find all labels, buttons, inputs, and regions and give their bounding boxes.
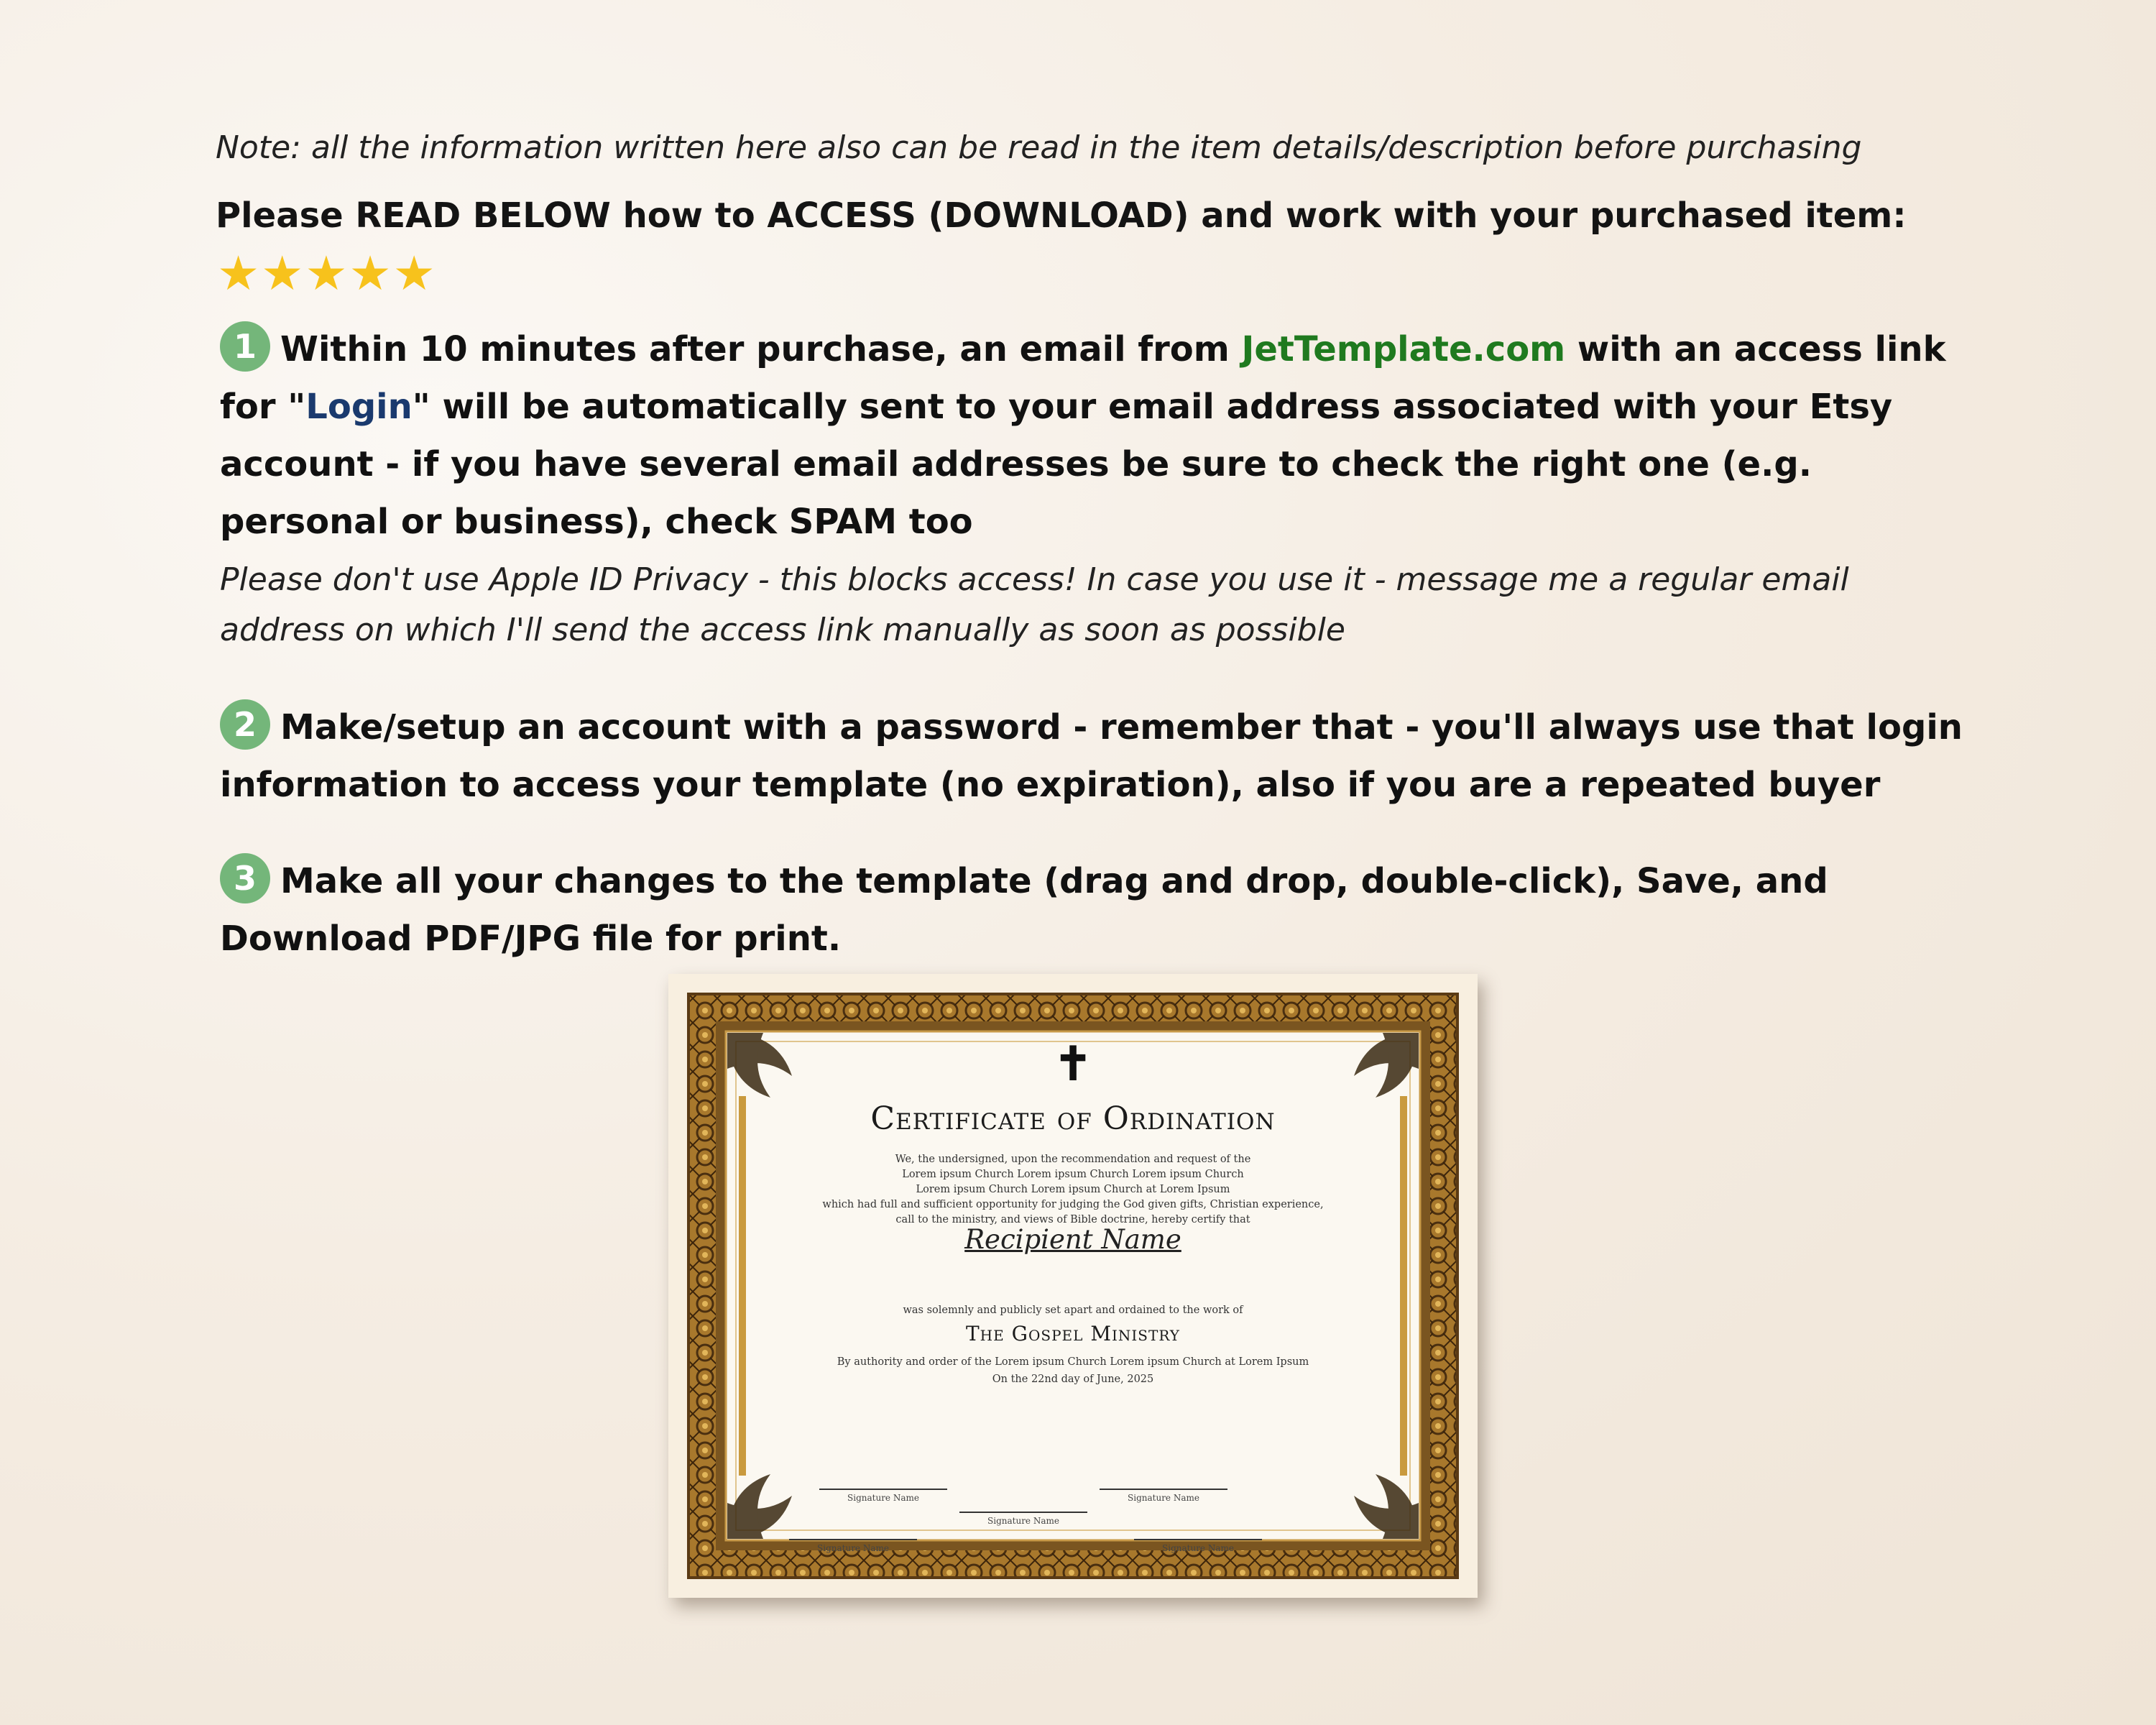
certificate-body [740, 1152, 1406, 1228]
apple-privacy-note: Please don't use Apple ID Privacy - this blocks access! In case you use it - message me a regular email address on which I'll send the access link manually as soon as possible [220, 561, 1849, 648]
step-2-text: Make/setup an account with a password - remember that - you'll always use that login information to access your template (no expiration), also if you are a repeated buyer [220, 707, 1963, 805]
cross-icon: ✝ [1054, 1037, 1092, 1091]
certificate-content [740, 1037, 1406, 1553]
certificate-body-line: We, the undersigned, upon the recommendation and request of the [895, 1154, 1251, 1165]
rating-stars: ★★★★★ [217, 246, 437, 301]
signature-label: Signature Name [1162, 1543, 1234, 1553]
signature-label: Signature Name [847, 1493, 919, 1503]
step-number-badge: 3 [220, 853, 270, 903]
authority-block [740, 1353, 1406, 1388]
signature-block [789, 1539, 917, 1553]
certificate-body-line: call to the ministry, and views of Bible doctrine, hereby certify that [895, 1214, 1250, 1225]
certificate-body-line: Lorem ipsum Church Lorem ipsum Church Lorem ipsum Church [902, 1169, 1244, 1180]
step-1-text-c: " will be automatically sent to your email address associated with your Etsy account - if you have several email addresses be sure to check the right one (e.g. personal or business), check SPAM too [220, 387, 1893, 542]
step-2 [220, 699, 1973, 814]
authority-line: By authority and order of the Lorem ipsum Church Lorem ipsum Church at Lorem Ipsum [837, 1356, 1309, 1368]
recipient-name: Recipient Name [964, 1224, 1181, 1255]
signature-block [819, 1489, 947, 1503]
certificate-preview [668, 974, 1478, 1598]
signature-block [959, 1512, 1087, 1526]
jettemplate-link[interactable]: JetTemplate.com [1241, 329, 1566, 369]
certificate-body-line: Lorem ipsum Church Lorem ipsum Church at Lorem Ipsum [916, 1184, 1230, 1195]
step-3-text: Make all your changes to the template (drag and drop, double-click), Save, and Download PDF/JPG file for print. [220, 861, 1828, 959]
step-number-badge: 1 [220, 321, 270, 372]
signature-label: Signature Name [1128, 1493, 1199, 1503]
certificate-title: Certificate of Ordination [870, 1100, 1276, 1137]
signature-block [1100, 1489, 1227, 1503]
headline: Please READ BELOW how to ACCESS (DOWNLOAD) and work with your purchased item: [216, 196, 1907, 236]
signature-label: Signature Name [987, 1516, 1059, 1526]
ministry-title: The Gospel Ministry [966, 1322, 1180, 1346]
signature-block [1134, 1539, 1262, 1553]
step-3 [220, 852, 1973, 967]
step-number-badge: 2 [220, 699, 270, 750]
login-link[interactable]: Login [305, 387, 413, 427]
ordination-line: was solemnly and publicly set apart and ordained to the work of [903, 1305, 1243, 1316]
ordination-date: On the 22nd day of June, 2025 [992, 1374, 1154, 1385]
purchase-note: Note: all the information written here also can be read in the item details/description before purchasing [216, 129, 1862, 166]
step-1-text-b: with an access link for " [220, 329, 1946, 427]
certificate-body-line: which had full and sufficient opportunity for judging the God given gifts, Christian experience, [822, 1199, 1324, 1210]
signature-label: Signature Name [817, 1543, 889, 1553]
step-1 [220, 321, 1973, 551]
step-1-text-a: Within 10 minutes after purchase, an email from [280, 329, 1242, 369]
